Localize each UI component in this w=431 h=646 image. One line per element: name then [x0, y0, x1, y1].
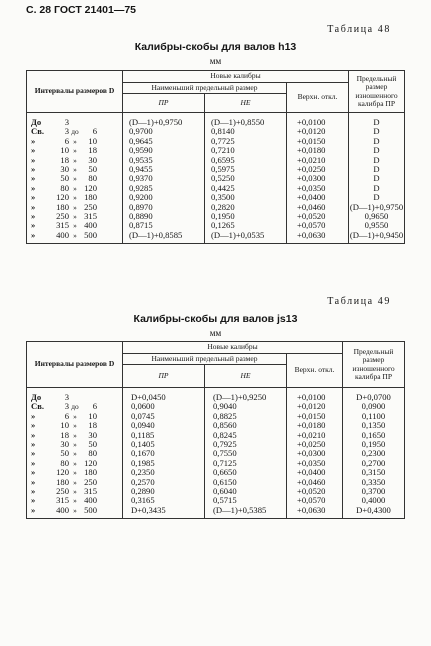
header-new-gauges: Новые калибры — [123, 342, 343, 354]
ne-cell: 0,7125 — [205, 459, 287, 468]
interval-cell — [27, 174, 123, 183]
interval-cell — [27, 487, 123, 496]
worn-limit-cell: (D—1)+0,9750 — [349, 201, 404, 212]
table-49-title: Калибры-скобы для валов js13 — [133, 313, 298, 325]
table-48-title: Калибры-скобы для валов h13 — [134, 41, 297, 53]
worn-limit-cell: 0,9650 — [349, 212, 405, 221]
upper-deviation-cell: +0,0300 — [287, 174, 349, 183]
interval-connector: » — [73, 477, 77, 487]
ne-cell: (D—1)+0,5385 — [205, 506, 287, 519]
interval-from: 180 — [56, 476, 69, 487]
pr-cell: 0,9200 — [123, 193, 205, 202]
interval-cell — [27, 478, 123, 487]
interval-prefix: » — [31, 439, 36, 450]
pr-cell: 0,0745 — [123, 412, 205, 421]
header-new-gauges: Новые калибры — [123, 71, 349, 83]
upper-deviation-cell: +0,0250 — [287, 165, 349, 174]
interval-connector: » — [73, 468, 77, 478]
interval-from: 3 — [64, 392, 69, 402]
worn-limit-cell: D — [349, 127, 405, 136]
pr-cell: 0,9590 — [123, 146, 205, 155]
interval-prefix: » — [31, 229, 36, 240]
interval-to: 315 — [84, 486, 97, 497]
interval-prefix: » — [31, 504, 36, 515]
interval-connector: » — [73, 146, 77, 156]
pr-cell: 0,3165 — [123, 496, 205, 505]
header-smallest-limit: Наименьший предельный размер — [123, 353, 287, 365]
interval-prefix: » — [31, 457, 36, 468]
header-pr: ПР — [123, 94, 205, 113]
interval-connector: » — [73, 193, 77, 203]
interval-cell — [27, 221, 123, 230]
header-intervals: Интервалы размеров D — [27, 71, 123, 113]
interval-connector: до — [71, 127, 79, 137]
interval-prefix: До — [31, 392, 42, 402]
interval-prefix: » — [31, 410, 36, 421]
pr-cell: 0,8970 — [123, 203, 205, 212]
interval-prefix: » — [31, 467, 36, 478]
upper-deviation-cell: +0,0400 — [287, 193, 349, 202]
header-intervals: Интервалы размеров D — [27, 342, 123, 388]
interval-from: 250 — [56, 486, 69, 497]
interval-prefix: » — [31, 486, 36, 497]
worn-limit-cell: 0,1650 — [343, 431, 405, 440]
interval-cell — [27, 165, 123, 174]
pr-cell: 0,9700 — [123, 127, 205, 136]
interval-from: 30 — [60, 439, 69, 450]
upper-deviation-cell: +0,0150 — [287, 137, 349, 146]
interval-connector: » — [73, 230, 77, 240]
ne-cell: 0,8245 — [205, 431, 287, 440]
interval-cell — [27, 412, 123, 421]
interval-cell — [27, 146, 123, 155]
pr-cell: 0,1185 — [123, 431, 205, 440]
ne-cell: (D—1)+0,9250 — [205, 388, 287, 403]
worn-limit-cell: D — [349, 165, 405, 174]
pr-cell: 0,9535 — [123, 156, 205, 165]
interval-prefix: » — [31, 211, 36, 222]
interval-from: 18 — [60, 154, 69, 165]
worn-limit-cell: (D—1)+0,9450 — [349, 231, 405, 244]
ne-cell: 0,2820 — [205, 203, 287, 212]
interval-to: 10 — [88, 135, 97, 146]
interval-from: 80 — [60, 182, 69, 193]
interval-cell — [27, 231, 123, 244]
interval-from: 3 — [64, 126, 69, 137]
interval-cell — [27, 496, 123, 505]
interval-connector: » — [73, 155, 77, 165]
interval-from: 30 — [60, 164, 69, 175]
worn-limit-cell: 0,0900 — [343, 402, 405, 411]
header-smallest-limit: Наименьший предельный размер — [123, 82, 287, 94]
interval-prefix: Св. — [31, 126, 44, 137]
interval-prefix: До — [31, 117, 42, 127]
upper-deviation-cell: +0,0460 — [287, 478, 343, 487]
ne-cell: 0,1265 — [205, 221, 287, 230]
pr-cell: 0,1670 — [123, 449, 205, 458]
worn-limit-cell: 0,2700 — [343, 459, 405, 468]
upper-deviation-cell: +0,0210 — [287, 431, 343, 440]
ne-cell: (D—1)+0,0535 — [205, 231, 287, 244]
ne-cell: 0,5975 — [205, 165, 287, 174]
interval-to: 18 — [88, 420, 97, 431]
pr-cell: D+0,3435 — [123, 506, 205, 519]
interval-to: 80 — [88, 173, 97, 184]
interval-cell — [27, 212, 123, 221]
upper-deviation-cell: +0,0210 — [287, 156, 349, 165]
upper-deviation-cell: +0,0520 — [287, 212, 349, 221]
pr-cell: D+0,0450 — [123, 388, 205, 403]
upper-deviation-cell: +0,0120 — [287, 127, 349, 136]
pr-cell: 0,0600 — [123, 402, 205, 411]
interval-to: 180 — [84, 192, 97, 203]
interval-connector: » — [73, 505, 77, 515]
interval-connector: » — [73, 487, 77, 497]
interval-cell — [27, 156, 123, 165]
upper-deviation-cell: +0,0630 — [287, 506, 343, 519]
worn-limit-cell: 0,1350 — [343, 421, 405, 430]
header-ne: НЕ — [205, 94, 287, 113]
worn-limit-cell: 0,9550 — [349, 221, 405, 230]
interval-cell — [27, 421, 123, 430]
interval-prefix: » — [31, 145, 36, 156]
header-pr: ПР — [123, 365, 205, 388]
interval-connector: » — [73, 496, 77, 506]
interval-prefix: » — [31, 429, 36, 440]
interval-cell — [27, 440, 123, 449]
pr-cell: 0,2350 — [123, 468, 205, 477]
interval-to: 315 — [84, 211, 97, 222]
interval-to: 180 — [84, 467, 97, 478]
ne-cell: 0,7210 — [205, 146, 287, 155]
interval-to: 250 — [84, 201, 97, 212]
interval-prefix: » — [31, 182, 36, 193]
table-row — [27, 113, 405, 128]
table-48-body — [27, 113, 405, 244]
interval-from: 120 — [56, 192, 69, 203]
interval-cell — [27, 388, 123, 403]
header-worn-limit: Предельный размер изношенного калибра ПР — [343, 342, 405, 388]
upper-deviation-cell: +0,0300 — [287, 449, 343, 458]
interval-connector: » — [73, 430, 77, 440]
interval-connector: » — [73, 440, 77, 450]
interval-from: 250 — [56, 211, 69, 222]
interval-connector: » — [73, 165, 77, 175]
ne-cell: 0,4425 — [205, 184, 287, 193]
worn-limit-cell: 0,4000 — [343, 496, 405, 505]
interval-prefix: » — [31, 420, 36, 431]
worn-limit-cell: D — [349, 156, 405, 165]
pr-cell: 0,0940 — [123, 421, 205, 430]
table-48-number: Таблица 48 — [327, 24, 391, 35]
upper-deviation-cell: +0,0350 — [287, 184, 349, 193]
pr-cell: 0,8890 — [123, 212, 205, 221]
worn-limit-cell: 0,1950 — [343, 440, 405, 449]
worn-limit-cell: 0,3350 — [343, 478, 405, 487]
interval-prefix: » — [31, 448, 36, 459]
worn-limit-cell: 0,1100 — [343, 412, 405, 421]
pr-cell: 0,1985 — [123, 459, 205, 468]
interval-cell — [27, 431, 123, 440]
interval-cell — [27, 137, 123, 146]
table-48 — [26, 70, 405, 244]
interval-cell — [27, 127, 123, 136]
pr-cell: 0,9370 — [123, 174, 205, 183]
pr-cell: 0,9285 — [123, 184, 205, 193]
ne-cell: 0,7925 — [205, 440, 287, 449]
worn-limit-cell: D — [349, 146, 405, 155]
interval-prefix: » — [31, 220, 36, 231]
interval-to: 500 — [84, 229, 97, 240]
ne-cell: (D—1)+0,8550 — [205, 113, 287, 128]
page-header: С. 28 ГОСТ 21401—75 — [26, 4, 137, 16]
pr-cell: 0,8715 — [123, 221, 205, 230]
upper-deviation-cell: +0,0570 — [287, 496, 343, 505]
interval-connector: » — [73, 202, 77, 212]
pr-cell: 0,2890 — [123, 487, 205, 496]
worn-limit-cell: D — [349, 113, 405, 128]
ne-cell: 0,6150 — [205, 478, 287, 487]
interval-to: 80 — [88, 448, 97, 459]
interval-to: 250 — [84, 476, 97, 487]
interval-prefix: » — [31, 135, 36, 146]
interval-to: 400 — [84, 220, 97, 231]
interval-to: 30 — [88, 429, 97, 440]
interval-cell — [27, 184, 123, 193]
interval-to: 50 — [88, 164, 97, 175]
interval-to: 30 — [88, 154, 97, 165]
interval-connector: » — [73, 183, 77, 193]
worn-limit-cell: D — [349, 184, 405, 193]
interval-to: 400 — [84, 495, 97, 506]
worn-limit-cell: D — [349, 137, 405, 146]
interval-cell — [27, 506, 123, 519]
interval-from: 50 — [60, 448, 69, 459]
interval-prefix: » — [31, 476, 36, 487]
table-row — [27, 231, 405, 244]
interval-cell — [27, 402, 123, 411]
worn-limit-cell: D — [349, 174, 405, 183]
upper-deviation-cell: +0,0460 — [287, 203, 349, 212]
pr-cell: 0,2570 — [123, 478, 205, 487]
interval-connector: » — [73, 174, 77, 184]
ne-cell: 0,9040 — [205, 402, 287, 411]
upper-deviation-cell: +0,0180 — [287, 421, 343, 430]
header-ne: НЕ — [205, 365, 287, 388]
ne-cell: 0,8825 — [205, 412, 287, 421]
table-row — [27, 388, 405, 403]
interval-to: 18 — [88, 145, 97, 156]
interval-from: 3 — [64, 401, 69, 412]
ne-cell: 0,8560 — [205, 421, 287, 430]
table-48-unit: мм — [209, 56, 222, 66]
upper-deviation-cell: +0,0100 — [287, 113, 349, 128]
table-49 — [26, 341, 405, 519]
interval-prefix: » — [31, 173, 36, 184]
header-upper-deviation: Верхн. откл. — [287, 82, 349, 113]
header-worn-limit: Предельный размер изношенного калибра ПР — [349, 71, 405, 113]
pr-cell: (D—1)+0,9750 — [123, 113, 205, 128]
interval-from: 80 — [60, 457, 69, 468]
interval-cell — [27, 193, 123, 202]
upper-deviation-cell: +0,0350 — [287, 459, 343, 468]
pr-cell: 0,1405 — [123, 440, 205, 449]
table-row — [27, 506, 405, 519]
ne-cell: 0,8140 — [205, 127, 287, 136]
upper-deviation-cell: +0,0400 — [287, 468, 343, 477]
interval-cell — [27, 203, 123, 212]
interval-cell — [27, 459, 123, 468]
interval-from: 6 — [64, 135, 69, 146]
upper-deviation-cell: +0,0250 — [287, 440, 343, 449]
interval-from: 400 — [56, 229, 69, 240]
ne-cell: 0,6040 — [205, 487, 287, 496]
interval-to: 6 — [92, 401, 97, 412]
interval-prefix: » — [31, 154, 36, 165]
upper-deviation-cell: +0,0150 — [287, 412, 343, 421]
ne-cell: 0,1950 — [205, 212, 287, 221]
interval-to: 120 — [84, 457, 97, 468]
interval-connector: » — [73, 136, 77, 146]
ne-cell: 0,5250 — [205, 174, 287, 183]
interval-from: 6 — [64, 410, 69, 421]
upper-deviation-cell: +0,0630 — [287, 231, 349, 244]
interval-connector: » — [73, 458, 77, 468]
interval-cell — [27, 113, 123, 128]
pr-cell: (D—1)+0,8585 — [123, 231, 205, 244]
interval-from: 3 — [64, 117, 69, 127]
interval-to: 50 — [88, 439, 97, 450]
interval-cell — [27, 468, 123, 477]
worn-limit-cell: 0,3700 — [343, 487, 405, 496]
interval-connector: » — [73, 411, 77, 421]
interval-from: 18 — [60, 429, 69, 440]
worn-limit-cell: 0,3150 — [343, 468, 405, 477]
upper-deviation-cell: +0,0570 — [287, 221, 349, 230]
interval-from: 180 — [56, 201, 69, 212]
interval-to: 500 — [84, 504, 97, 515]
ne-cell: 0,3500 — [205, 193, 287, 202]
worn-limit-cell: D — [349, 193, 405, 202]
interval-to: 6 — [92, 126, 97, 137]
interval-from: 10 — [60, 420, 69, 431]
interval-cell — [27, 449, 123, 458]
interval-from: 400 — [56, 504, 69, 515]
interval-prefix: » — [31, 192, 36, 203]
upper-deviation-cell: +0,0520 — [287, 487, 343, 496]
interval-prefix: » — [31, 164, 36, 175]
table-49-body — [27, 388, 405, 519]
table-49-number: Таблица 49 — [327, 296, 391, 307]
interval-to: 10 — [88, 410, 97, 421]
pr-cell: 0,9455 — [123, 165, 205, 174]
ne-cell: 0,7550 — [205, 449, 287, 458]
interval-from: 10 — [60, 145, 69, 156]
interval-connector: » — [73, 421, 77, 431]
interval-from: 50 — [60, 173, 69, 184]
worn-limit-cell: D+0,0700 — [343, 388, 405, 403]
ne-cell: 0,6650 — [205, 468, 287, 477]
interval-to: 120 — [84, 182, 97, 193]
interval-from: 315 — [56, 495, 69, 506]
ne-cell: 0,7725 — [205, 137, 287, 146]
interval-prefix: Св. — [31, 401, 44, 412]
interval-connector: » — [73, 221, 77, 231]
interval-from: 315 — [56, 220, 69, 231]
ne-cell: 0,6595 — [205, 156, 287, 165]
worn-limit-cell: D+0,4300 — [343, 506, 405, 519]
worn-limit-cell: 0,2300 — [343, 449, 405, 458]
interval-connector: » — [73, 449, 77, 459]
interval-from: 120 — [56, 467, 69, 478]
table-49-unit: мм — [209, 328, 222, 338]
interval-prefix: » — [31, 495, 36, 506]
header-upper-deviation: Верхн. откл. — [287, 353, 343, 388]
upper-deviation-cell: +0,0120 — [287, 402, 343, 411]
interval-connector: » — [73, 212, 77, 222]
upper-deviation-cell: +0,0100 — [287, 388, 343, 403]
interval-connector: до — [71, 402, 79, 412]
upper-deviation-cell: +0,0180 — [287, 146, 349, 155]
ne-cell: 0,5715 — [205, 496, 287, 505]
pr-cell: 0,9645 — [123, 137, 205, 146]
interval-prefix: » — [31, 201, 36, 212]
